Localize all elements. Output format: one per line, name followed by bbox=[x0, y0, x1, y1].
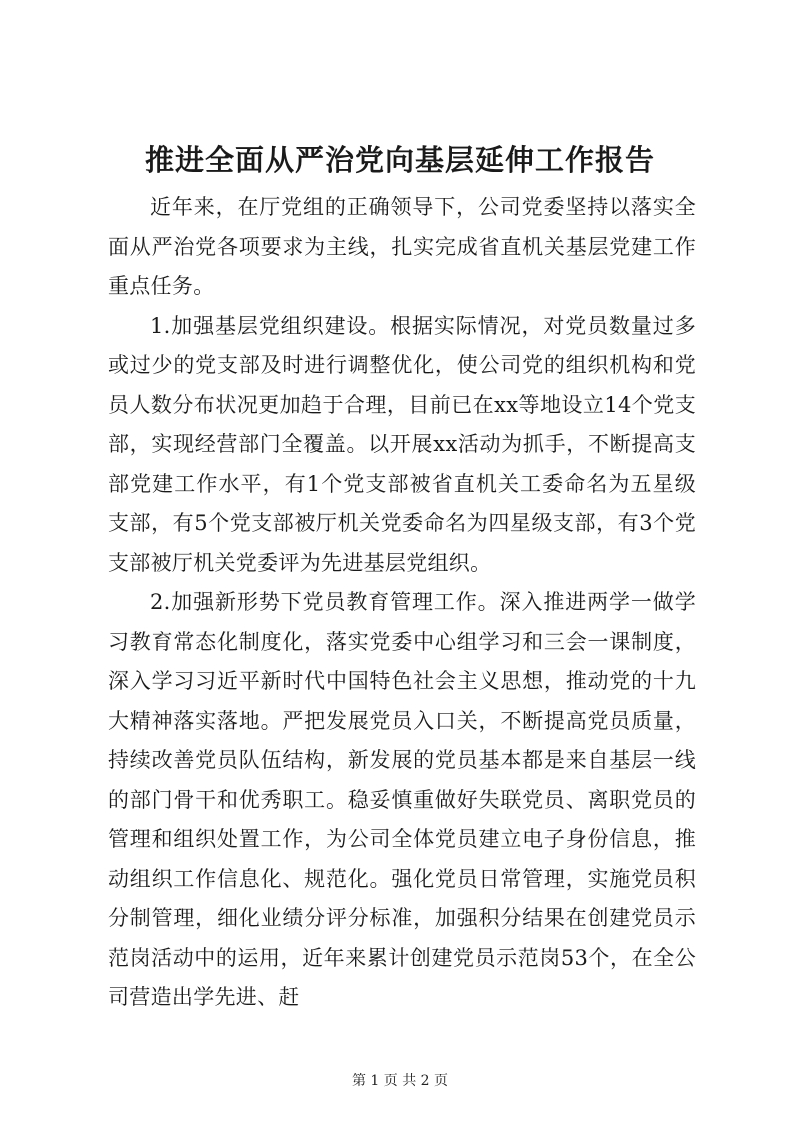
document-body bbox=[108, 188, 696, 1018]
document-title: 推进全面从严治党向基层延伸工作报告 bbox=[144, 143, 655, 177]
paragraph-intro: 近年来，在厅党组的正确领导下，公司党委坚持以落实全面从严治党各项要求为主线，扎实完成省直机关基层党建工作重点任务。 bbox=[108, 195, 696, 298]
paragraph-section-1: 1.加强基层党组织建设。根据实际情况，对党员数量过多或过少的党支部及时进行调整优化，使公司党的组织机构和党员人数分布状况更加趋于合理，目前已在xx等地设立14个党支部，实现经营部门全覆盖。以开展xx活动为抓手，不断提高支部党建工作水平，有1个党支部被省直机关工委命名为五星级支部，有5个党支部被厅机关党委命名为四星级支部，有3个党支部被厅机关党委评为先进基层党组织。 bbox=[108, 313, 696, 575]
paragraph-section-2: 2.加强新形势下党员教育管理工作。深入推进两学一做学习教育常态化制度化，落实党委中心组学习和三会一课制度，深入学习习近平新时代中国特色社会主义思想，推动党的十九大精神落实落地。严把发展党员入口关，不断提高党员质量，持续改善党员队伍结构，新发展的党员基本都是来自基层一线的部门骨干和优秀职工。稳妥慎重做好失联党员、离职党员的管理和组织处置工作，为公司全体党员建立电子身份信息，推动组织工作信息化、规范化。强化党员日常管理，实施党员积分制管理，细化业绩分评分标准，加强积分结果在创建党员示范岗活动中的运用，近年来累计创建党员示范岗53个，在全公司营造出学先进、赶 bbox=[108, 590, 696, 1009]
page-number-footer: 第 1 页 共 2 页 bbox=[351, 1073, 449, 1089]
